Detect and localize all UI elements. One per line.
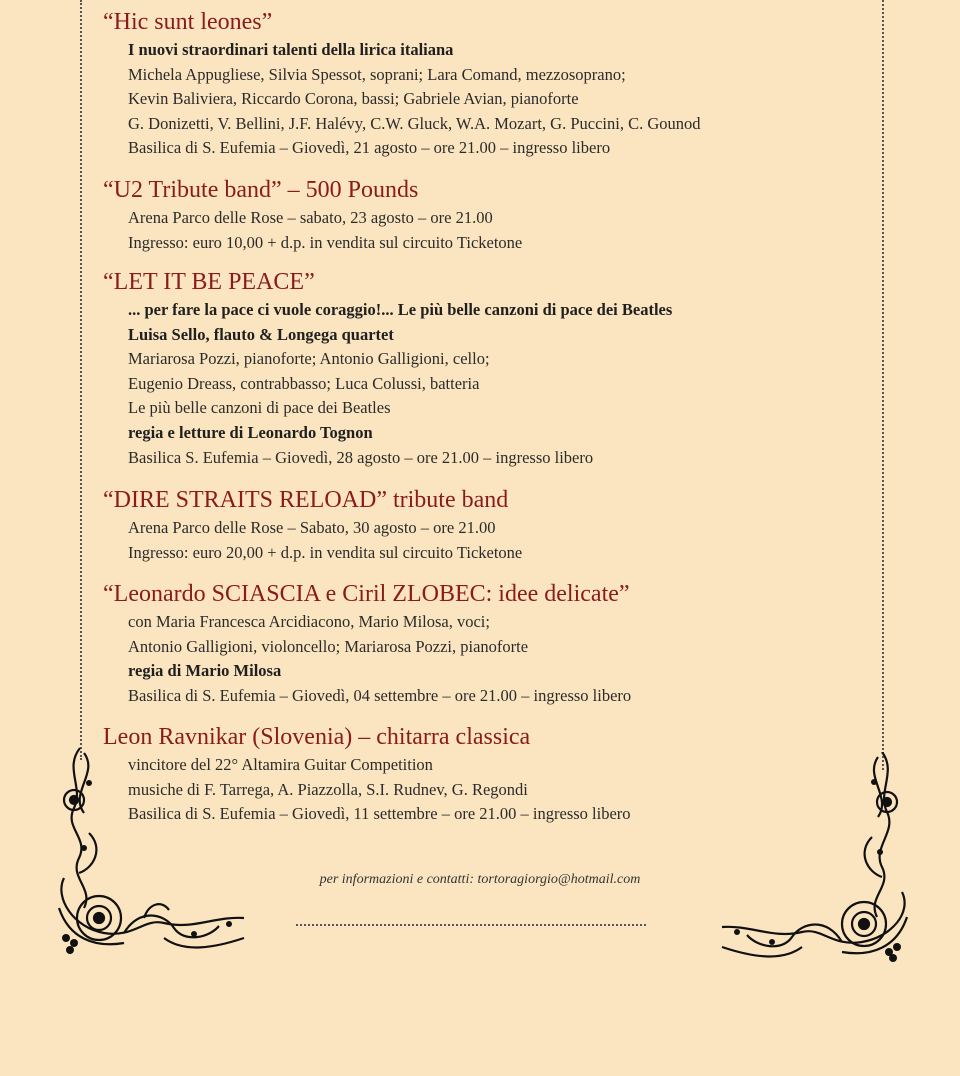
- event-line: Antonio Galligioni, violoncello; Mariarosa Pozzi, pianoforte: [128, 636, 529, 656]
- event-tickets: Ingresso: euro 10,00 + d.p. in vendita sul circuito Ticketone: [128, 232, 523, 252]
- event-director: regia e letture di Leonardo Tognon: [128, 422, 373, 442]
- event-line: Michela Appugliese, Silvia Spessot, soprani; Lara Comand, mezzosoprano;: [128, 64, 626, 84]
- event-venue: Basilica S. Eufemia – Giovedì, 28 agosto – ore 21.00 – ingresso libero: [128, 447, 594, 467]
- event-title: “U2 Tribute band” – 500 Pounds: [103, 177, 419, 203]
- event-subtitle: ... per fare la pace ci vuole coraggio!... Le più belle canzoni di pace dei Beatles: [128, 300, 673, 319]
- event-venue: Basilica di S. Eufemia – Giovedì, 21 agosto – ore 21.00 – ingresso libero: [128, 138, 611, 158]
- left-border-line: [80, 0, 82, 760]
- event-venue: Arena Parco delle Rose – sabato, 23 agosto – ore 21.00: [128, 208, 493, 227]
- bottom-border-line: [296, 924, 646, 926]
- event-title: “DIRE STRAITS RELOAD” tribute band: [103, 487, 509, 513]
- event-let-it-be-peace: [103, 268, 903, 470]
- event-title: “Leonardo SCIASCIA e Ciril ZLOBEC: idee delicate”: [103, 581, 630, 607]
- event-performer: Luisa Sello, flauto & Longega quartet: [128, 324, 394, 344]
- event-hic-sunt-leones: [103, 8, 903, 161]
- event-director: regia di Mario Milosa: [128, 661, 282, 681]
- event-venue: Basilica di S. Eufemia – Giovedì, 04 settembre – ore 21.00 – ingresso libero: [128, 685, 632, 705]
- event-venue: Arena Parco delle Rose – Sabato, 30 agosto – ore 21.00: [128, 518, 496, 537]
- event-u2-tribute: [103, 176, 903, 255]
- event-title: “LET IT BE PEACE”: [103, 269, 315, 295]
- event-line: con Maria Francesca Arcidiacono, Mario Milosa, voci;: [128, 612, 490, 631]
- event-dire-straits: [103, 486, 903, 565]
- event-subtitle: I nuovi straordinari talenti della lirica italiana: [128, 40, 454, 59]
- event-tickets: Ingresso: euro 20,00 + d.p. in vendita sul circuito Ticketone: [128, 542, 523, 562]
- contact-info: per informazioni e contatti: tortoragiorgio@hotmail.com: [319, 872, 641, 887]
- event-sciascia-zlobec: [103, 580, 903, 708]
- event-line: Kevin Baliviera, Riccardo Corona, bassi; Gabriele Avian, pianoforte: [128, 89, 579, 109]
- event-leon-ravnikar: [103, 723, 903, 827]
- event-line: musiche di F. Tarrega, A. Piazzolla, S.I. Rudnev, G. Regondi: [128, 779, 528, 799]
- event-venue: Basilica di S. Eufemia – Giovedì, 11 settembre – ore 21.00 – ingresso libero: [128, 804, 631, 824]
- event-title: Leon Ravnikar (Slovenia) – chitarra classica: [103, 724, 531, 750]
- event-line: vincitore del 22° Altamira Guitar Competition: [128, 755, 433, 774]
- event-line: Eugenio Dreass, contrabbasso; Luca Colussi, batteria: [128, 373, 480, 393]
- event-line: Mariarosa Pozzi, pianoforte; Antonio Galligioni, cello;: [128, 349, 490, 369]
- event-line: G. Donizetti, V. Bellini, J.F. Halévy, C.W. Gluck, W.A. Mozart, G. Puccini, C. Gounod: [128, 113, 701, 133]
- event-title: “Hic sunt leones”: [103, 9, 273, 35]
- event-line: Le più belle canzoni di pace dei Beatles: [128, 398, 391, 418]
